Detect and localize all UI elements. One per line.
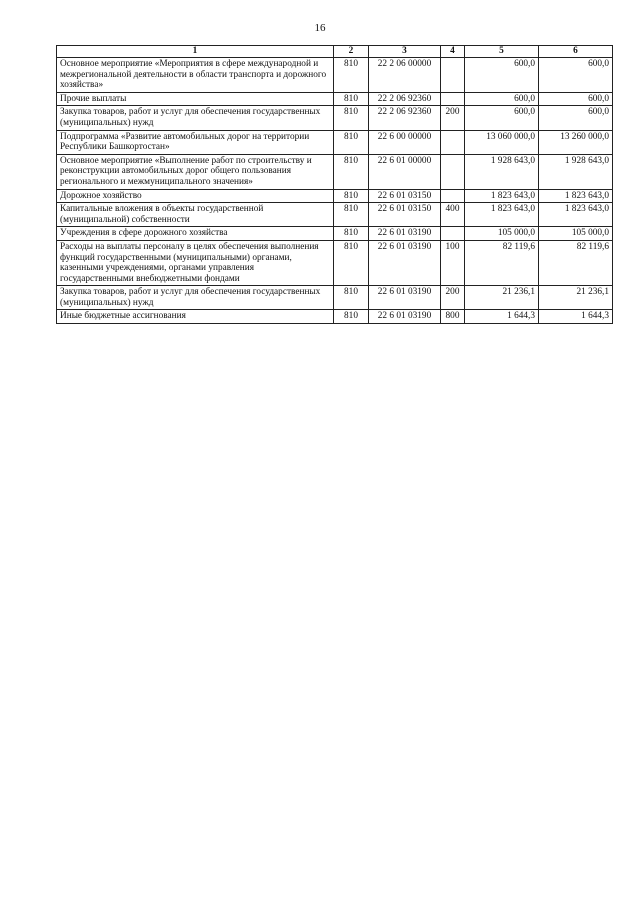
table-row (57, 240, 613, 285)
row-code-cell: 810 (334, 189, 369, 203)
row-csr-cell: 22 2 06 92360 (369, 106, 441, 130)
row-sum-year1-cell: 105 000,0 (465, 227, 539, 241)
row-name-cell: Закупка товаров, работ и услуг для обеспечения государственных (муниципальных) нужд (57, 286, 334, 310)
table-row (57, 130, 613, 154)
row-sum-year1-cell: 1 928 643,0 (465, 154, 539, 189)
row-code-cell: 810 (334, 106, 369, 130)
row-vr-cell: 200 (441, 286, 465, 310)
row-sum-year1-cell: 1 823 643,0 (465, 203, 539, 227)
row-name-cell: Дорожное хозяйство (57, 189, 334, 203)
row-sum-year1-cell: 600,0 (465, 58, 539, 93)
row-sum-year2-cell: 600,0 (539, 92, 613, 106)
table-row (57, 58, 613, 93)
row-sum-year2-cell: 13 260 000,0 (539, 130, 613, 154)
budget-table (56, 45, 613, 324)
column-header-4: 4 (441, 46, 465, 58)
row-vr-cell (441, 154, 465, 189)
row-vr-cell: 100 (441, 240, 465, 285)
row-csr-cell: 22 6 01 03190 (369, 227, 441, 241)
row-csr-cell: 22 2 06 92360 (369, 92, 441, 106)
table-header-row (57, 46, 613, 58)
table-row (57, 203, 613, 227)
row-code-cell: 810 (334, 240, 369, 285)
row-vr-cell: 400 (441, 203, 465, 227)
table-row (57, 286, 613, 310)
page-number: 16 (314, 22, 326, 34)
row-csr-cell: 22 6 01 03190 (369, 286, 441, 310)
row-name-cell: Закупка товаров, работ и услуг для обеспечения государственных (муниципальных) нужд (57, 106, 334, 130)
row-code-cell: 810 (334, 310, 369, 324)
table-row (57, 92, 613, 106)
row-vr-cell: 800 (441, 310, 465, 324)
row-vr-cell (441, 58, 465, 93)
column-header-6: 6 (539, 46, 613, 58)
row-csr-cell: 22 2 06 00000 (369, 58, 441, 93)
table-row (57, 310, 613, 324)
row-name-cell: Учреждения в сфере дорожного хозяйства (57, 227, 334, 241)
row-name-cell: Расходы на выплаты персоналу в целях обеспечения выполнения функций государственными (муниципальными) органами, казенными учреждениями, органами управления государственными внебюджетными фондами (57, 240, 334, 285)
row-sum-year2-cell: 1 823 643,0 (539, 203, 613, 227)
table-row (57, 154, 613, 189)
row-csr-cell: 22 6 00 00000 (369, 130, 441, 154)
row-vr-cell (441, 130, 465, 154)
column-header-3: 3 (369, 46, 441, 58)
row-sum-year1-cell: 600,0 (465, 106, 539, 130)
row-name-cell: Подпрограмма «Развитие автомобильных дорог на территории Республики Башкортостан» (57, 130, 334, 154)
row-sum-year1-cell: 21 236,1 (465, 286, 539, 310)
column-header-1: 1 (57, 46, 334, 58)
row-csr-cell: 22 6 01 00000 (369, 154, 441, 189)
row-code-cell: 810 (334, 227, 369, 241)
row-code-cell: 810 (334, 203, 369, 227)
row-vr-cell (441, 227, 465, 241)
row-csr-cell: 22 6 01 03150 (369, 203, 441, 227)
row-csr-cell: 22 6 01 03150 (369, 189, 441, 203)
row-vr-cell (441, 92, 465, 106)
row-code-cell: 810 (334, 92, 369, 106)
row-sum-year1-cell: 1 823 643,0 (465, 189, 539, 203)
row-csr-cell: 22 6 01 03190 (369, 240, 441, 285)
row-name-cell: Прочие выплаты (57, 92, 334, 106)
table-row (57, 106, 613, 130)
row-sum-year2-cell: 1 928 643,0 (539, 154, 613, 189)
row-sum-year1-cell: 600,0 (465, 92, 539, 106)
row-sum-year1-cell: 82 119,6 (465, 240, 539, 285)
row-sum-year2-cell: 21 236,1 (539, 286, 613, 310)
column-header-5: 5 (465, 46, 539, 58)
row-sum-year2-cell: 600,0 (539, 58, 613, 93)
row-code-cell: 810 (334, 130, 369, 154)
row-sum-year1-cell: 13 060 000,0 (465, 130, 539, 154)
row-name-cell: Капитальные вложения в объекты государственной (муниципальной) собственности (57, 203, 334, 227)
table-row (57, 189, 613, 203)
table-body (57, 58, 613, 324)
row-sum-year2-cell: 1 644,3 (539, 310, 613, 324)
row-sum-year2-cell: 105 000,0 (539, 227, 613, 241)
row-code-cell: 810 (334, 286, 369, 310)
row-name-cell: Иные бюджетные ассигнования (57, 310, 334, 324)
row-sum-year2-cell: 82 119,6 (539, 240, 613, 285)
column-header-2: 2 (334, 46, 369, 58)
row-code-cell: 810 (334, 58, 369, 93)
row-vr-cell (441, 189, 465, 203)
row-csr-cell: 22 6 01 03190 (369, 310, 441, 324)
table-row (57, 227, 613, 241)
row-vr-cell: 200 (441, 106, 465, 130)
row-sum-year1-cell: 1 644,3 (465, 310, 539, 324)
row-sum-year2-cell: 600,0 (539, 106, 613, 130)
row-name-cell: Основное мероприятие «Мероприятия в сфере международной и межрегиональной деятельности в области транспорта и дорожного хозяйства» (57, 58, 334, 93)
row-name-cell: Основное мероприятие «Выполнение работ по строительству и реконструкции автомобильных дорог общего пользования регионального и межмуниципального значения» (57, 154, 334, 189)
row-sum-year2-cell: 1 823 643,0 (539, 189, 613, 203)
row-code-cell: 810 (334, 154, 369, 189)
